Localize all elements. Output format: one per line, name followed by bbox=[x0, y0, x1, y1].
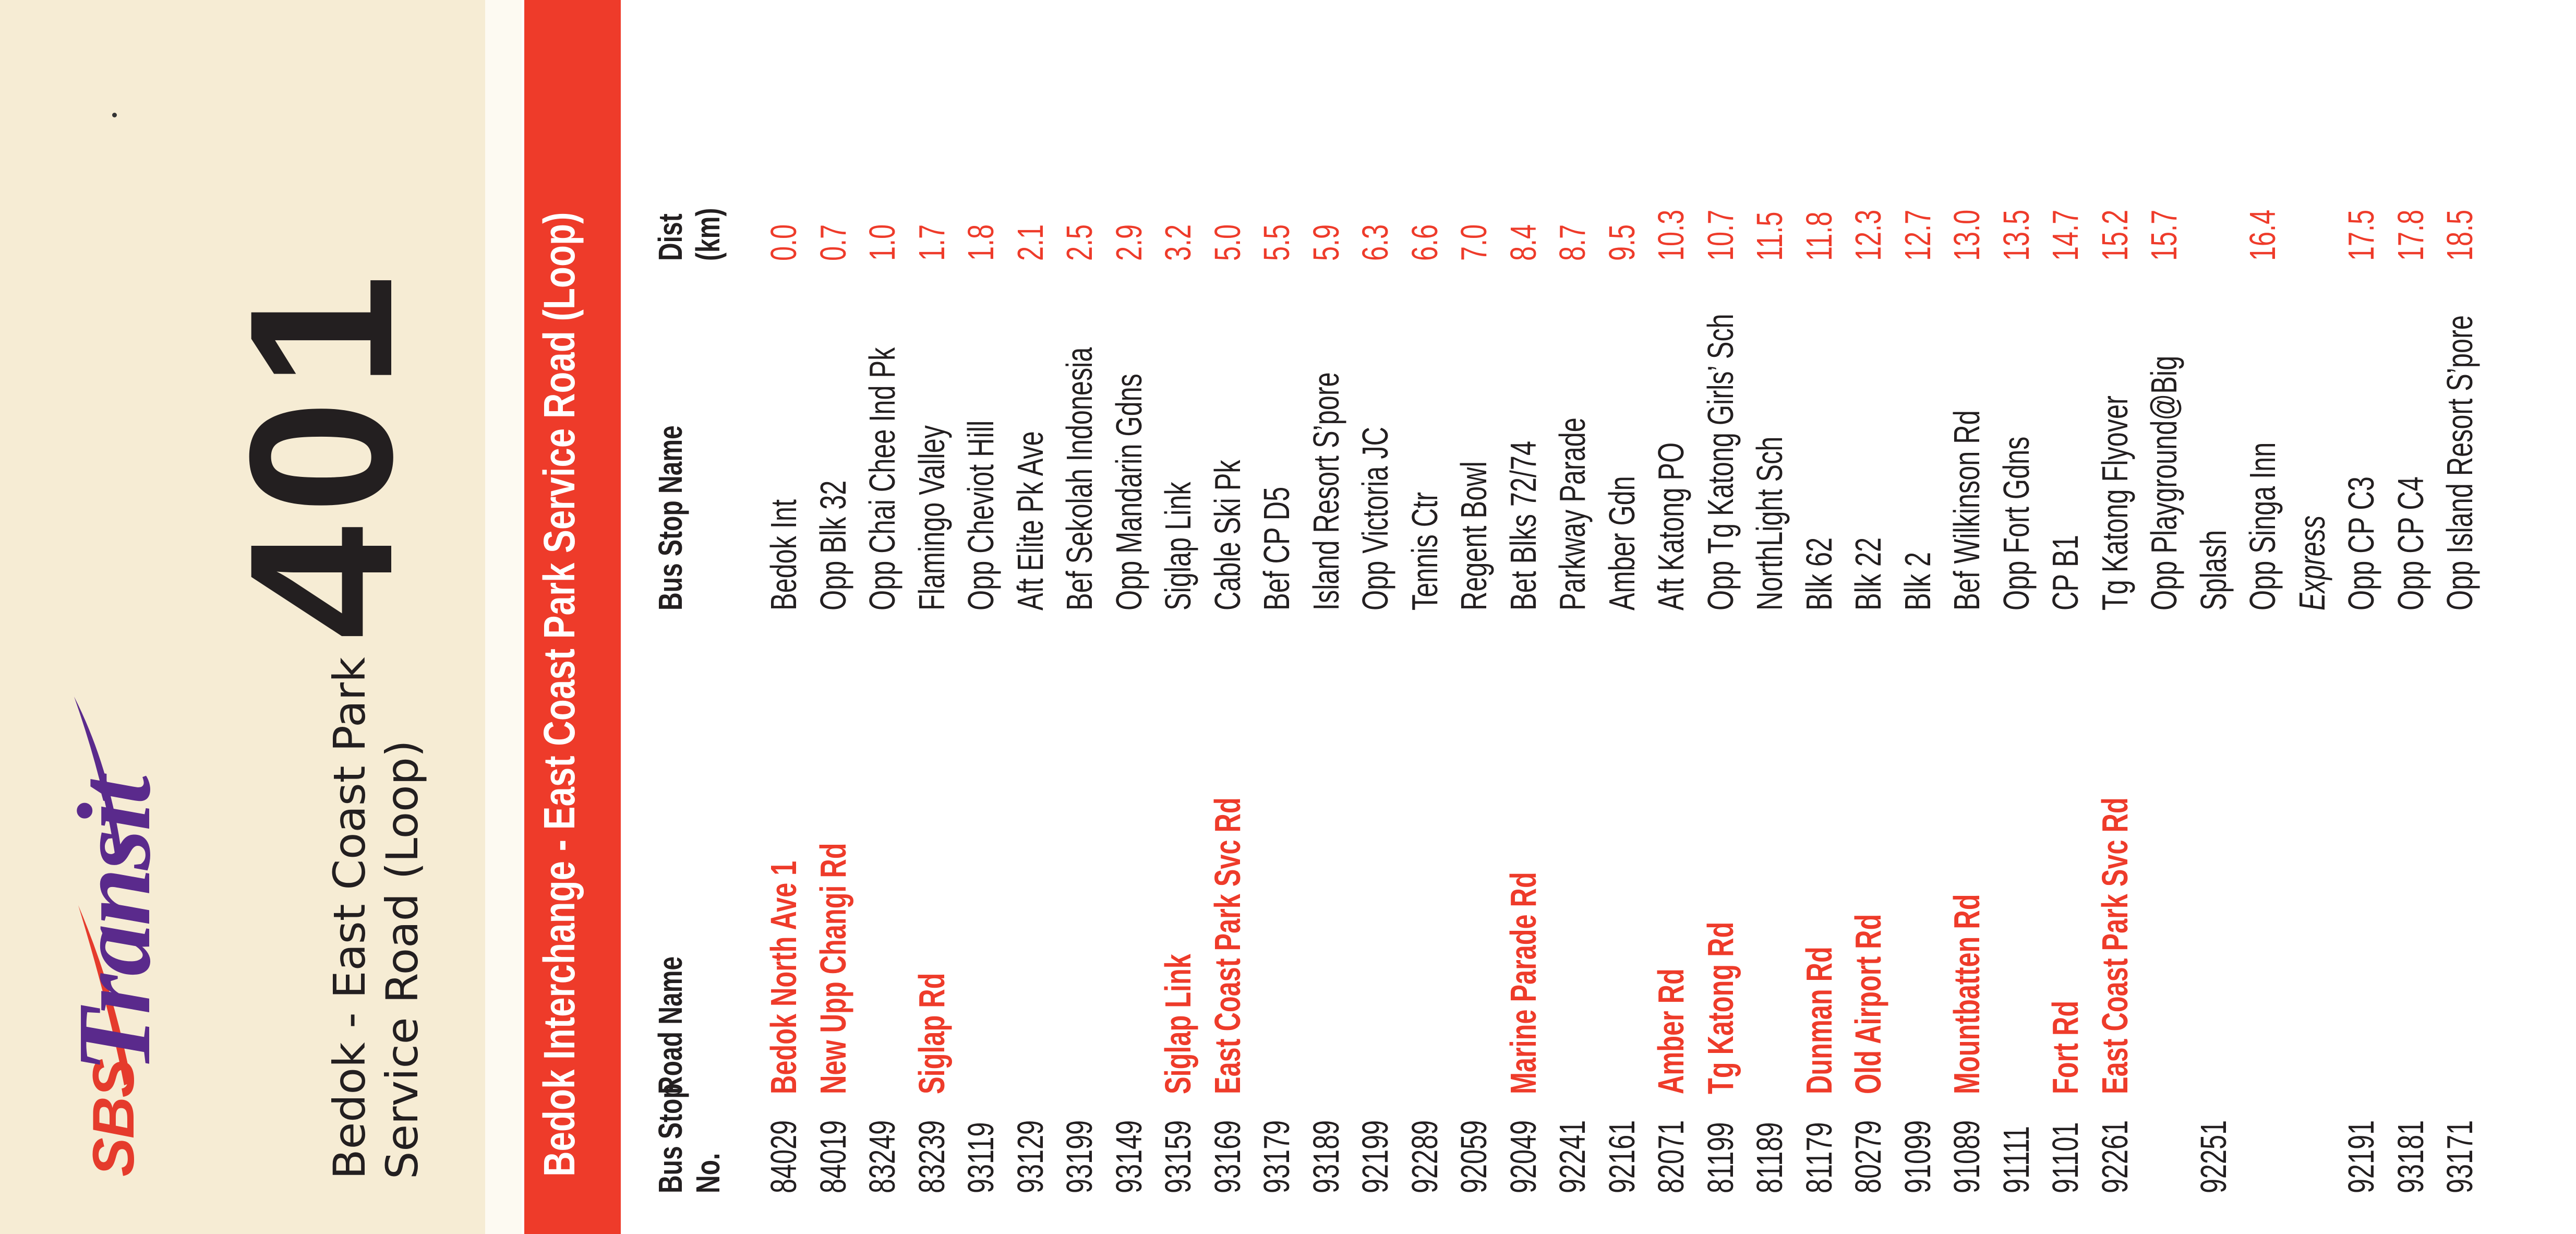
bus-stop-no: 93181 bbox=[2390, 1120, 2431, 1193]
bus-stop-no: 92251 bbox=[2193, 1120, 2234, 1193]
header-dist-line2: (km) bbox=[689, 208, 727, 261]
distance-km: 10.3 bbox=[1651, 209, 1691, 261]
bus-stop-name: Opp Singa Inn bbox=[2242, 442, 2283, 610]
distance-km: 2.5 bbox=[1059, 224, 1100, 261]
bus-stop-name: Flamingo Valley bbox=[911, 425, 952, 610]
table-row bbox=[1893, 0, 1943, 1234]
bus-stop-name: Tg Katong Flyover bbox=[2094, 396, 2135, 610]
table-row bbox=[1006, 0, 1055, 1234]
distance-km: 10.7 bbox=[1700, 209, 1741, 261]
bus-stop-name: Regent Bowl bbox=[1453, 461, 1494, 610]
bus-stop-no: 93199 bbox=[1059, 1120, 1100, 1193]
road-name: Tg Katong Rd bbox=[1700, 921, 1741, 1094]
road-name: Siglap Rd bbox=[911, 973, 952, 1094]
bus-stop-no: 83239 bbox=[911, 1120, 952, 1193]
logo-sbs-text: SBS bbox=[81, 1059, 146, 1177]
bus-stop-name: Blk 62 bbox=[1798, 537, 1839, 610]
route-title-line2: Service Road (Loop) bbox=[376, 740, 428, 1179]
header-dist bbox=[652, 208, 727, 261]
bus-stop-name: CP B1 bbox=[2045, 535, 2086, 610]
distance-km: 5.5 bbox=[1256, 224, 1297, 261]
bus-stop-no: 91111 bbox=[1995, 1126, 2037, 1193]
bus-stop-name: Opp Playground@Big bbox=[2144, 355, 2184, 610]
distance-km: 5.9 bbox=[1305, 224, 1346, 261]
bus-stop-no: 80279 bbox=[1848, 1120, 1888, 1193]
bus-stop-no: 93171 bbox=[2439, 1120, 2480, 1193]
distance-km: 18.5 bbox=[2439, 209, 2480, 261]
table-row bbox=[1795, 0, 1844, 1234]
bus-stop-no: 93159 bbox=[1158, 1120, 1198, 1193]
road-name: Old Airport Rd bbox=[1848, 914, 1888, 1094]
table-row bbox=[2139, 0, 2189, 1234]
bus-stop-name: Blk 2 bbox=[1897, 552, 1938, 610]
bus-stop-name: Parkway Parade bbox=[1552, 417, 1593, 610]
table-row bbox=[1400, 0, 1450, 1234]
bus-stop-no: 84019 bbox=[812, 1120, 853, 1193]
table-row bbox=[2337, 0, 2386, 1234]
distance-km: 15.2 bbox=[2094, 209, 2135, 261]
bus-stop-no: 81199 bbox=[1700, 1122, 1741, 1193]
table-row bbox=[2386, 0, 2436, 1234]
distance-km: 6.6 bbox=[1404, 224, 1445, 261]
bus-stop-name: Opp Mandarin Gdns bbox=[1108, 374, 1149, 610]
road-name: Fort Rd bbox=[2045, 1000, 2086, 1094]
table-row bbox=[759, 0, 809, 1234]
road-name: East Coast Park Svc Rd bbox=[2094, 797, 2135, 1094]
bus-stop-no: 93129 bbox=[1009, 1120, 1051, 1193]
route-title-line1: Bedok - East Coast Park bbox=[324, 657, 375, 1179]
header-road-name: Road Name bbox=[652, 956, 689, 1094]
table-row bbox=[2435, 0, 2485, 1234]
table-row bbox=[1351, 0, 1400, 1234]
distance-km: 2.1 bbox=[1009, 224, 1051, 261]
header-bus-stop-no-line2: No. bbox=[689, 1153, 727, 1193]
distance-km: 13.5 bbox=[1995, 209, 2037, 261]
bus-stop-name: Bedok Int bbox=[763, 499, 804, 610]
bus-stop-no: 92191 bbox=[2341, 1120, 2381, 1193]
route-number: 401 bbox=[207, 262, 435, 639]
bus-stop-no: 92059 bbox=[1453, 1120, 1494, 1193]
distance-km: 12.3 bbox=[1848, 209, 1888, 261]
bus-stop-name: Aft Katong PO bbox=[1651, 442, 1691, 610]
logo-transit-text: Transit bbox=[57, 777, 172, 1072]
bus-stop-name: Cable Ski Pk bbox=[1207, 460, 1248, 610]
table-row bbox=[2041, 0, 2090, 1234]
table-row bbox=[1449, 0, 1499, 1234]
bus-stop-no: 92049 bbox=[1502, 1120, 1544, 1193]
distance-km: 2.9 bbox=[1108, 224, 1149, 261]
bus-stop-name: Aft Elite Pk Ave bbox=[1009, 431, 1051, 610]
bus-stop-no: 93169 bbox=[1207, 1120, 1248, 1193]
distance-km: 5.0 bbox=[1207, 224, 1248, 261]
distance-km: 11.8 bbox=[1798, 211, 1839, 261]
table-row bbox=[1153, 0, 1203, 1234]
bus-stop-no: 92261 bbox=[2094, 1120, 2135, 1193]
distance-km: 0.0 bbox=[763, 224, 804, 261]
header-dist-line1: Dist bbox=[652, 213, 689, 261]
sbs-transit-logo bbox=[57, 655, 172, 1177]
distance-km: 6.3 bbox=[1355, 224, 1395, 261]
distance-km: 9.5 bbox=[1601, 224, 1642, 261]
fold-strip bbox=[485, 0, 522, 1234]
bus-stop-name: Island Resort S’pore bbox=[1305, 372, 1346, 610]
table-row bbox=[1548, 0, 1597, 1234]
road-name: New Upp Changi Rd bbox=[812, 843, 853, 1094]
bus-stop-name: Opp Blk 32 bbox=[812, 480, 853, 610]
distance-km: 8.4 bbox=[1502, 224, 1544, 261]
table-row bbox=[809, 0, 858, 1234]
bus-stop-no: 93179 bbox=[1256, 1120, 1297, 1193]
table-row bbox=[858, 0, 907, 1234]
bus-stop-no: 93189 bbox=[1305, 1120, 1346, 1193]
bus-stop-name: Opp CP C3 bbox=[2341, 476, 2381, 610]
bus-stop-no: 81179 bbox=[1798, 1122, 1839, 1193]
distance-km: 15.7 bbox=[2144, 209, 2184, 261]
distance-km: 13.0 bbox=[1946, 209, 1987, 261]
distance-km: 16.4 bbox=[2242, 209, 2283, 261]
bus-stop-no: 91099 bbox=[1897, 1120, 1938, 1193]
bus-stop-name: Bef Wilkinson Rd bbox=[1946, 410, 1987, 610]
direction-banner-text: Bedok Interchange - East Coast Park Service Road (Loop) bbox=[535, 212, 584, 1177]
table-row bbox=[1302, 0, 1351, 1234]
road-name: East Coast Park Svc Rd bbox=[1207, 797, 1248, 1094]
bus-stop-no: 81189 bbox=[1749, 1122, 1790, 1193]
bus-stop-no: 92161 bbox=[1601, 1120, 1642, 1193]
bus-stop-name: Express bbox=[2291, 515, 2332, 610]
bus-stop-name: Tennis Ctr bbox=[1404, 492, 1445, 610]
table-row bbox=[1646, 0, 1696, 1234]
bus-stop-no: 92241 bbox=[1552, 1120, 1593, 1193]
header-bus-stop-name: Bus Stop Name bbox=[652, 425, 689, 610]
table-row bbox=[1844, 0, 1893, 1234]
table-row bbox=[2238, 0, 2288, 1234]
bus-stop-name: Siglap Link bbox=[1158, 482, 1198, 610]
table-row bbox=[1104, 0, 1154, 1234]
table-row bbox=[1696, 0, 1746, 1234]
table-row bbox=[1992, 0, 2041, 1234]
road-name: Amber Rd bbox=[1651, 968, 1691, 1094]
distance-km: 8.7 bbox=[1552, 224, 1593, 261]
header-bus-stop-no-line1: Bus Stop bbox=[652, 1083, 689, 1193]
bus-stop-name: Opp Victoria JC bbox=[1355, 426, 1395, 610]
distance-km: 1.7 bbox=[911, 224, 952, 261]
header-bus-stop-no bbox=[652, 1083, 727, 1193]
bus-stop-name: Opp Fort Gdns bbox=[1995, 436, 2037, 610]
bus-stop-name: Blk 22 bbox=[1848, 537, 1888, 610]
bus-stop-no: 92199 bbox=[1355, 1120, 1395, 1193]
bus-stop-no: 83249 bbox=[862, 1120, 902, 1193]
bus-stop-no: 92289 bbox=[1404, 1120, 1445, 1193]
distance-km: 0.7 bbox=[812, 224, 853, 261]
bus-stop-name: Bet Blks 72/74 bbox=[1502, 440, 1544, 610]
table-row bbox=[1499, 0, 1548, 1234]
bus-stop-name: NorthLight Sch bbox=[1749, 436, 1790, 610]
table-row bbox=[2288, 0, 2337, 1234]
road-name: Bedok North Ave 1 bbox=[763, 860, 804, 1094]
bus-stop-no: 91089 bbox=[1946, 1120, 1987, 1193]
bus-stop-name: Splash bbox=[2193, 530, 2234, 610]
table-row bbox=[1252, 0, 1302, 1234]
distance-km: 3.2 bbox=[1158, 224, 1198, 261]
distance-km: 1.0 bbox=[862, 224, 902, 261]
distance-km: 17.8 bbox=[2390, 209, 2431, 261]
bus-stop-no: 82071 bbox=[1651, 1120, 1691, 1193]
table-row bbox=[1597, 0, 1647, 1234]
table-row bbox=[2090, 0, 2140, 1234]
print-dot bbox=[112, 113, 117, 117]
bus-stop-name: Opp CP C4 bbox=[2390, 476, 2431, 610]
route-title bbox=[323, 501, 429, 1179]
bus-stop-name: Bef Sekolah Indonesia bbox=[1059, 347, 1100, 610]
bus-stop-name: Opp Island Resort S’pore bbox=[2439, 315, 2480, 610]
road-name: Mountbatten Rd bbox=[1946, 894, 1987, 1094]
road-name: Marine Parade Rd bbox=[1502, 872, 1544, 1094]
table-row bbox=[907, 0, 957, 1234]
distance-km: 14.7 bbox=[2045, 209, 2086, 261]
table-row bbox=[1055, 0, 1104, 1234]
table-row bbox=[1745, 0, 1795, 1234]
bus-stop-name: Opp Tg Katong Girls’ Sch bbox=[1700, 314, 1741, 610]
table-row bbox=[956, 0, 1006, 1234]
road-name: Dunman Rd bbox=[1798, 947, 1839, 1094]
distance-km: 11.5 bbox=[1749, 211, 1790, 261]
bus-stop-name: Opp Chai Chee Ind Pk bbox=[862, 347, 902, 610]
distance-km: 17.5 bbox=[2341, 209, 2381, 261]
table-row bbox=[1942, 0, 1992, 1234]
table-row bbox=[2189, 0, 2238, 1234]
bus-stop-no: 93149 bbox=[1108, 1120, 1149, 1193]
distance-km: 12.7 bbox=[1897, 209, 1938, 261]
distance-km: 7.0 bbox=[1453, 224, 1494, 261]
bus-stop-no: 93119 bbox=[960, 1122, 1001, 1193]
bus-stop-name: Amber Gdn bbox=[1601, 476, 1642, 610]
bus-stop-no: 91101 bbox=[2045, 1122, 2086, 1193]
bus-stop-no: 84029 bbox=[763, 1120, 804, 1193]
distance-km: 1.8 bbox=[960, 224, 1001, 261]
table-row bbox=[1203, 0, 1253, 1234]
bus-stop-name: Opp Cheviot Hill bbox=[960, 420, 1001, 610]
bus-stop-name: Bef CP D5 bbox=[1256, 486, 1297, 610]
road-name: Siglap Link bbox=[1158, 954, 1198, 1094]
